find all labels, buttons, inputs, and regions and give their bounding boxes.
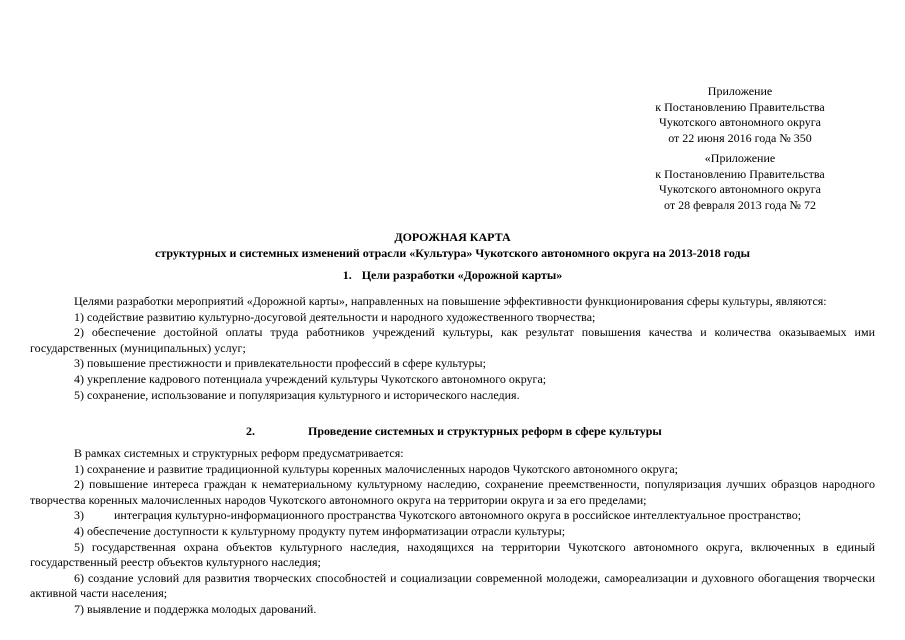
list-item: 2) повышение интереса граждан к нематериальному культурному наследию, сохранение преемственности, популяризация лучших образцов народного творчества коренных малочисленных народов Чукотского автономного округа на территории округа и за его пределами; [30, 477, 875, 507]
list-item-text: интеграция культурно-информационного пространства Чукотского автономного округа в российское интеллектуальное пространство; [114, 508, 802, 523]
appendix-block-2013 [620, 151, 860, 213]
section-number: 2. [246, 424, 255, 438]
section-title: Проведение системных и структурных реформ в сфере культуры [308, 424, 662, 438]
document-title: ДОРОЖНАЯ КАРТА [394, 230, 511, 244]
list-item: 1) сохранение и развитие традиционной культуры коренных малочисленных народов Чукотского автономного округа; [74, 461, 679, 476]
list-item: 2) обеспечение достойной оплаты труда работников учреждений культуры, как результат повышения качества и количества оказываемых ими государственных (муниципальных) услуг; [30, 325, 875, 355]
appendix-block-2016 [620, 84, 860, 146]
section-2-heading [246, 424, 662, 440]
section-intro: Целями разработки мероприятий «Дорожной карты», направленных на повышение эффективности функционирования сферы культуры, являются: [74, 294, 827, 308]
list-item: 6) создание условий для развития творческих способностей и социализации современной молодежи, самореализации и духовного обогащения творчески активной части населения; [30, 570, 875, 601]
list-item-number: 3) [74, 508, 84, 523]
appendix-label: Приложение [707, 84, 773, 98]
section-1-heading [0, 268, 905, 284]
list-item: 5) сохранение, использование и популяризация культурного и исторического наследия. [74, 387, 520, 402]
appendix-line: к Постановлению Правительства [655, 166, 825, 181]
section-title: Цели разработки «Дорожной карты» [361, 268, 563, 282]
list-item: 5) государственная охрана объектов культурного наследия, находящихся на территории Чукотского автономного округа, включенных в единый государственный реестр объектов культурного наследия; [30, 539, 875, 570]
appendix-label: «Приложение [704, 151, 776, 165]
list-item: 7) выявление и поддержка молодых дарований. [74, 601, 317, 616]
list-item [30, 508, 875, 524]
section-2-body [30, 446, 875, 618]
section-number: 1. [342, 268, 352, 282]
appendix-line: Чукотского автономного округа [659, 115, 821, 130]
section-1-body [30, 294, 875, 403]
list-item: 4) обеспечение доступности к культурному продукту путем информатизации отрасли культуры; [74, 523, 566, 538]
list-item: 1) содействие развитию культурно-досуговой деятельности и народного художественного творчества; [74, 309, 596, 324]
appendix-date: от 22 июня 2016 года № 350 [668, 130, 812, 145]
appendix-line: к Постановлению Правительства [655, 99, 825, 114]
appendix-line: Чукотского автономного округа [659, 182, 821, 197]
list-item: 4) укрепление кадрового потенциала учреждений культуры Чукотского автономного округа; [74, 371, 547, 386]
section-intro: В рамках системных и структурных реформ предусматривается: [74, 446, 404, 460]
document-subtitle: структурных и системных изменений отрасли «Культура» Чукотского автономного округа на 2013-2018 годы [155, 246, 750, 260]
appendix-date: от 28 февраля 2013 года № 72 [664, 197, 816, 212]
list-item: 3) повышение престижности и привлекательности профессий в сфере культуры; [74, 356, 486, 371]
